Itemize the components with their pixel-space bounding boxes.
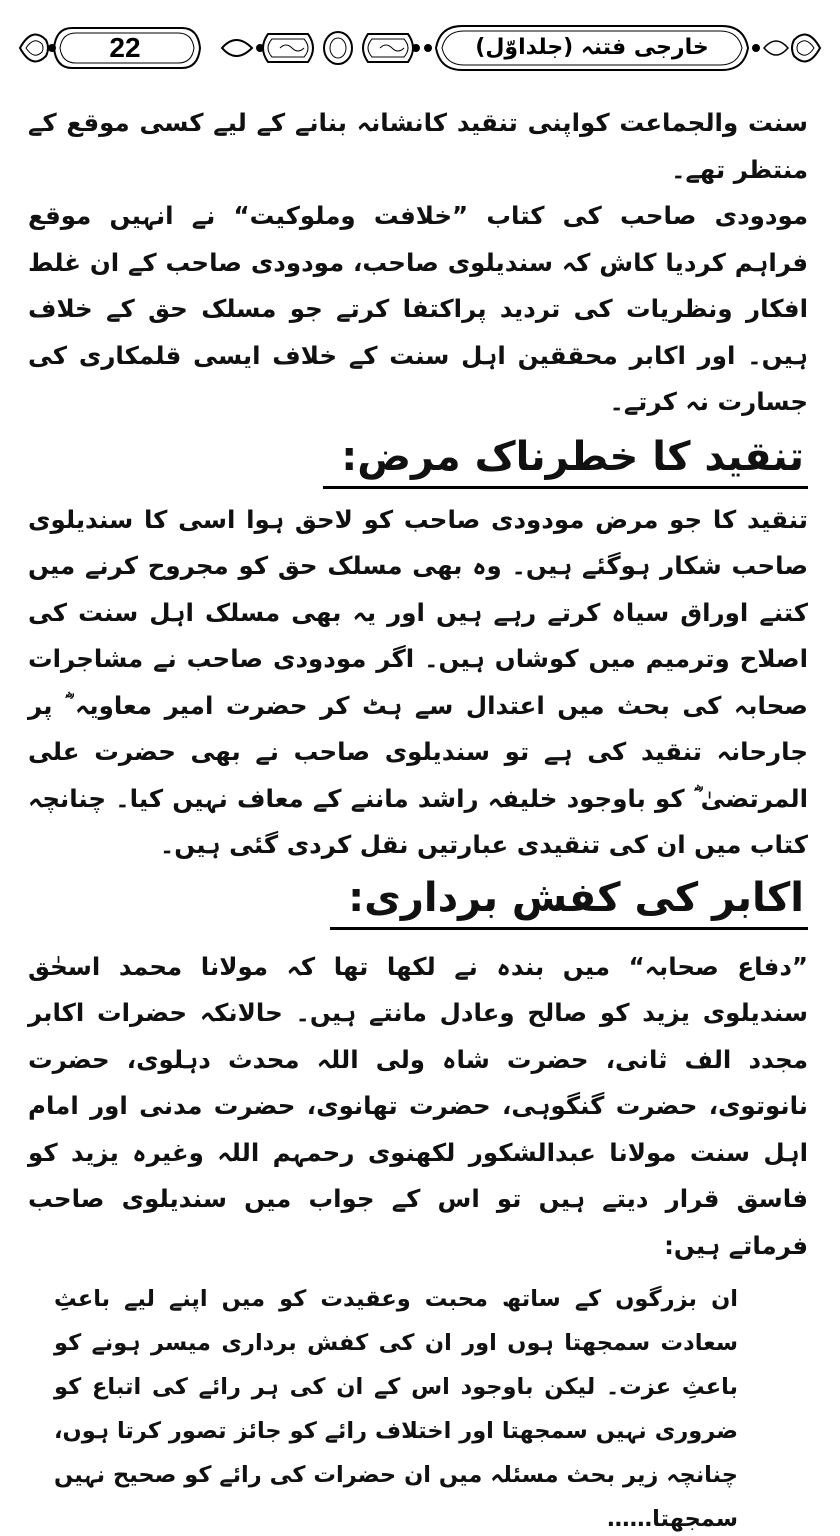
- section-1-paragraph: تنقید کا جو مرض مودودی صاحب کو لاحق ہوا اسی کا سندیلوی صاحب شکار ہوگئے ہیں۔ وہ بھی مسلک حق کو مجروح کرنے میں کتنے اوراق سیاہ کرتے رہے ہیں اور یہ بھی مسلک اہل سنت کی اصلاح وترمیم میں کوشاں ہیں۔ اگر مودودی صاحب نے مشاجرات صحابہ کی بحث میں اعتدال سے ہٹ کر حضرت امیر معاویہ ؓ پر جارحانہ تنقید کی ہے تو سندیلوی صاحب نے بھی حضرت علی المرتضیٰ ؓ کو باوجود خلیفہ راشد ماننے کے معاف نہیں کیا۔ چنانچہ کتاب میں ان کی تنقیدی عبارتیں نقل کردی گئی ہیں۔: [28, 504, 808, 859]
- section-heading-elders: اکابر کی کفش برداری:: [330, 871, 808, 930]
- intro-paragraph-2: مودودی صاحب کی کتاب ”خلافت وملوکیت“ نے انہیں موقع فراہم کردیا کاش کہ سندیلوی صاحب، مودودی صاحب کے ان غلط افکار ونظریات کی تردید پراکتفا کرتے جو مسلک حق کے خلاف ہیں۔ اور اکابر محققین اہل سنت کے خلاف ایسی قلمکاری کی جسارت نہ کرتے۔: [28, 201, 808, 416]
- intro-paragraph-1: سنت والجماعت کواپنی تنقید کانشانہ بنانے کے لیے کسی موقع کے منتظر تھے۔: [28, 108, 808, 184]
- section-heading-wrapper: [28, 871, 808, 930]
- block-quote: ان بزرگوں کے ساتھ محبت وعقیدت کو میں اپنے لیے باعثِ سعادت سمجھتا ہوں اور ان کی کفش برداری میسر ہونے کو باعثِ عزت۔ لیکن باوجود اس کے ان کی ہر رائے کی اتباع کو ضروری نہیں سمجھتا اور اختلاف رائے کو جائز تصور کرتا ہوں، چنانچہ زیر بحث مسئلہ میں ان حضرات کی رائے کو صحیح نہیں سمجھتا……: [54, 1286, 738, 1532]
- section-heading-wrapper: [28, 430, 808, 489]
- page-number: 22: [109, 32, 141, 63]
- page-header: [12, 20, 828, 82]
- book-title: خارجی فتنہ (جلداوّل): [475, 35, 709, 60]
- page-content: [28, 100, 808, 1536]
- section-heading-criticism: تنقید کا خطرناک مرض:: [323, 430, 808, 489]
- section-2-paragraph: ”دفاع صحابہ“ میں بندہ نے لکھا تھا کہ مولانا محمد اسحٰق سندیلوی یزید کو صالح وعادل مانتے ہیں۔ حالانکہ حضرات اکابر مجدد الف ثانی، حضرت شاہ ولی اللہ محدث دہلوی، حضرت نانوتوی، حضرت گنگوہی، حضرت تھانوی، حضرت مدنی اور امام اہل سنت مولانا عبدالشکور لکھنوی رحمہم اللہ وغیرہ یزید کو فاسق قرار دیتے ہیں تو اس کے جواب میں سندیلوی صاحب فرماتے ہیں:: [28, 951, 808, 1260]
